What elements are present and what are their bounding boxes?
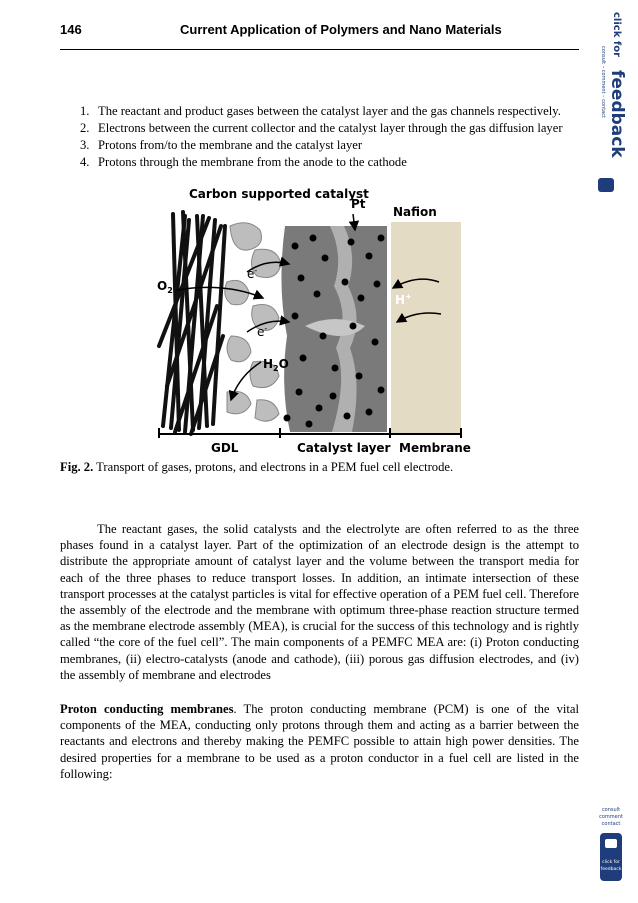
svg-text:contact: contact (601, 821, 621, 827)
label-membrane: Membrane (399, 441, 471, 455)
body-paragraph: The reactant gases, the solid catalysts and the electrolyte are often referred to as the three phases found in a catalyst layer. Part of the optimization of an electrode design is the attempt to distribute the appropriate amount of catalyst layer and the volume between the transport media for each of the three phases to reduce transport losses. In addition, an intimate intersection of these transport processes at the catalyst particles is vital for effective operation of a PEM fuel cell. Therefore the assembly of the electrode and the membrane with optimum three-phase reaction structure termed as the membrane electrode assembly (MEA), is crucial for the success of this technology and is rightly called “the core of the fuel cell”. The main components of a PEMFC MEA are: (i) Proton conducting membranes, (ii) electro-catalysts (anode and cathode), (iii) porous gas diffusion electrodes, and (iv) the assembly of membrane and electrodes (60, 522, 579, 682)
figure-caption: Fig. 2. Transport of gases, protons, and electrons in a PEM fuel cell electrode. (60, 460, 454, 474)
label-hplus: H+ (395, 292, 412, 307)
svg-text:consult: consult (601, 807, 621, 813)
click-for-text: click for (611, 12, 622, 57)
svg-text:feedback: feedback (600, 867, 622, 872)
page-number: 146 (60, 22, 82, 37)
gdl-fibers (159, 212, 225, 434)
label-pt: Pt (351, 197, 366, 211)
transport-list (80, 103, 580, 171)
running-title: Current Application of Polymers and Nano Materials (180, 22, 502, 37)
body-paragraph: Proton conducting membranes. The proton conducting membrane (PCM) is one of the vital components of the MEA, conducting only protons through them and acting as a barrier between the reactants and electrons and thereby making the PEMFC possible to attain high power densities. The desired properties for a membrane to be used as a proton conductor in a fuel cell are listed in the following: (60, 702, 579, 781)
label-h2o: $H_2O$ (263, 357, 289, 373)
feedback-sidebar[interactable] (592, 8, 627, 198)
label-carbon-supported-catalyst: Carbon supported catalyst (189, 187, 369, 201)
consult-comment-contact-text: consult – comment – contact (600, 46, 606, 118)
header-rule (60, 49, 579, 50)
pem-electrode-figure (155, 186, 471, 458)
list-item: 4. Protons through the membrane from the anode to the cathode (80, 155, 407, 169)
feedback-bottom-badge[interactable] (597, 805, 625, 885)
list-item: 3. Protons from/to the membrane and the catalyst layer (80, 138, 363, 152)
label-e2: e- (257, 324, 268, 339)
svg-text:comment: comment (599, 814, 623, 820)
feedback-bubble-icon (598, 178, 614, 192)
page-header (60, 22, 580, 40)
list-item: 1. The reactant and product gases between the catalyst layer and the gas channels respectively. (80, 104, 561, 118)
label-o2: $O_2$ (157, 279, 173, 295)
feedback-text: feedback (607, 70, 627, 158)
label-gdl: GDL (211, 441, 239, 455)
svg-text:click for: click for (602, 860, 620, 865)
label-nafion: Nafion (393, 205, 437, 219)
list-item: 2. Electrons between the current collector and the catalyst layer through the gas diffusion layer (80, 121, 563, 135)
membrane-region (391, 222, 461, 434)
label-e1: e- (247, 266, 258, 281)
label-catalyst-layer: Catalyst layer (297, 441, 391, 455)
